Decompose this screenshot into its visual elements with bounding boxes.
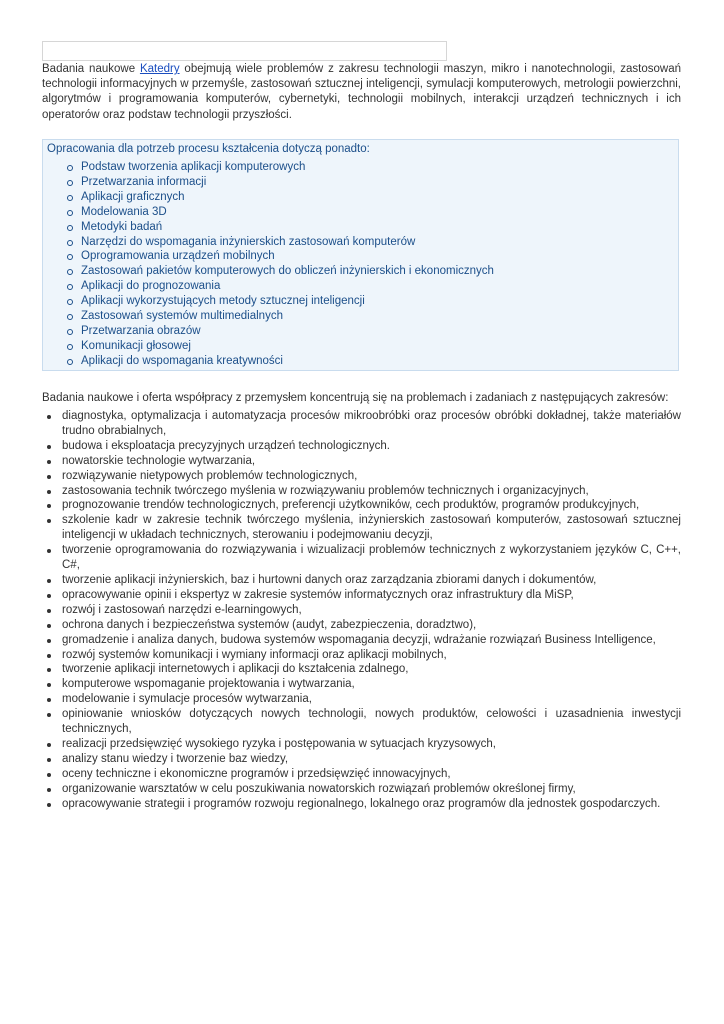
list-item [62,513,681,543]
circle-bullet-icon [67,269,73,275]
bullet-icon [47,654,51,658]
list-item [81,190,678,205]
circle-bullet-icon [67,240,73,246]
list-item-text: tworzenie aplikacji internetowych i aplikacji do kształcenia zdalnego, [62,663,409,676]
list-item-text: Podstaw tworzenia aplikacji komputerowych [81,161,306,173]
bullet-icon [47,803,51,807]
list-item [81,354,678,369]
list-item [62,454,681,469]
bullet-icon [47,788,51,792]
list-item-text: Aplikacji do prognozowania [81,280,221,293]
circle-bullet-icon [67,314,73,320]
list-item [81,249,678,264]
list-item [62,618,681,633]
intro-paragraph [42,62,681,123]
list-item [62,677,681,692]
list-item-text: Przetwarzania informacji [81,175,207,188]
bullet-icon [47,698,51,702]
bullet-icon [47,773,51,777]
list-item [62,573,681,588]
circle-bullet-icon [67,254,73,260]
list-item [81,264,678,279]
list-item-text: prognozowanie trendów technologicznych, preferencji użytkowników, cech produktów, programów produkcyjnych, [62,499,640,512]
list-item-text: realizacji przedsięwzięć wysokiego ryzyka i postępowania w sytuacjach kryzysowych, [62,737,496,750]
bullet-icon [47,743,51,747]
list-item [62,633,681,648]
katedry-link[interactable]: Katedry [139,63,180,75]
list-item-text: ochrona danych i bezpieczeństwa systemów (audyt, zabezpieczenia, doradztwo), [62,618,477,631]
intro-text-end: obejmują wiele problemów z zakresu technologii maszyn, mikro i nanotechnologii, zastosowań technologii informacyjnych w przemyśle, zastosowań sztucznej inteligencji, symulacji komputerowych, metrologii powierzchni, algorytmów i programowania komputerów, cybernetyki, technologii mobilnych, interakcji urządzeń technicznych i ich operatorów oraz podstaw technologii przyszłości. [42,63,681,121]
list-item [62,752,681,767]
list-item [81,279,678,294]
list-item [81,205,678,220]
list-item-text: tworzenie oprogramowania do rozwiązywania i wizualizacji problemów technicznych z wykorzystaniem języków C, C++, C#, [62,544,681,572]
list-item [81,294,678,309]
list-item [62,737,681,752]
circle-bullet-icon [67,180,73,186]
list-item-text: opracowywanie opinii i ekspertyz w zakresie systemów informatycznych oraz infrastruktury dla MiSP, [62,588,574,601]
circle-bullet-icon [67,195,73,201]
bullet-icon [47,504,51,508]
list-item-text: diagnostyka, optymalizacja i automatyzacja procesów mikroobróbki oraz procesów obróbki dokładnej, także materiałów trudno obrabialnych, [62,410,681,437]
bullet-icon [47,519,51,523]
list-item [81,324,678,339]
list-item [62,648,681,663]
circle-bullet-icon [67,210,73,216]
bullet-icon [47,490,51,494]
list-item [62,543,681,573]
list-item [81,175,678,190]
studies-title: Opracowania dla potrzeb procesu kształcenia dotyczą ponadto: [47,143,370,155]
list-item [62,797,681,812]
list-item-text: Aplikacji do wspomagania kreatywności [81,354,283,367]
bullet-icon [47,579,51,583]
list-item-text: nowatorskie technologie wytwarzania, [62,454,256,467]
list-item-text: rozwój systemów komunikacji i wymiany informacji oraz aplikacji mobilnych, [62,648,447,661]
bullet-icon [47,460,51,464]
empty-input-box[interactable] [42,41,447,61]
list-item-text: szkolenie kadr w zakresie technik twórczego myślenia, inżynierskich zastosowań komputerów, zastosowań sztucznej inteligencji w układach technicznych, sterowaniu i podejmowaniu decyzji, [62,514,681,542]
list-item [62,469,681,484]
list-item-text: gromadzenie i analiza danych, budowa systemów wspomagania decyzji, wdrażanie rozwiązań Business Intelligence, [62,633,656,646]
bullet-icon [47,668,51,672]
list-item [62,707,681,737]
circle-bullet-icon [67,165,73,171]
list-item-text: budowa i eksploatacja precyzyjnych urządzeń technologicznych. [62,439,390,452]
list-item-text: rozwój i zastosowań narzędzi e-learningowych, [62,603,302,616]
circle-bullet-icon [67,359,73,365]
list-item-text: Aplikacji graficznych [81,190,185,203]
list-item [62,692,681,707]
list-item-text: Narzędzi do wspomagania inżynierskich zastosowań komputerów [81,235,416,248]
list-item [81,220,678,235]
circle-bullet-icon [67,299,73,305]
bullet-icon [47,549,51,553]
bullet-icon [47,624,51,628]
list-item [62,484,681,499]
circle-bullet-icon [67,329,73,335]
list-item-text: Komunikacji głosowej [81,339,191,352]
list-item-text: opiniowanie wniosków dotyczących nowych technologii, nowych produktów, celowości i uzasadnienia inwestycji technicznych, [62,708,681,736]
list-item-text: Metodyki badań [81,220,163,233]
circle-bullet-icon [67,284,73,290]
list-item [81,309,678,324]
list-item-text: zastosowania technik twórczego myślenia w rozwiązywaniu problemów technicznych i organizacyjnych, [62,484,589,497]
bullet-icon [47,475,51,479]
list-item-text: Przetwarzania obrazów [81,324,201,337]
list-item [62,439,681,454]
list-item [81,339,678,354]
list-item-text: rozwiązywanie nietypowych problemów technologicznych, [62,469,358,482]
list-item [62,603,681,618]
list-item-text: Oprogramowania urządzeń mobilnych [81,250,275,263]
bullet-icon [47,639,51,643]
list-item-text: Aplikacji wykorzystujących metody sztucznej inteligencji [81,295,365,308]
research-intro: Badania naukowe i oferta współpracy z przemysłem koncentrują się na problemach i zadaniach z następujących zakresów: [42,392,669,404]
bullet-icon [47,713,51,717]
list-item [62,662,681,677]
studies-list [43,160,678,369]
list-item-text: tworzenie aplikacji inżynierskich, baz i hurtowni danych oraz zarządzania zbiorami danych i dokumentów, [62,573,597,586]
list-item [62,767,681,782]
list-item [62,588,681,603]
list-item [81,160,678,175]
list-item [81,235,678,250]
list-item-text: organizowanie warsztatów w celu poszukiwania nowatorskich rozwiązań problemów określonej firmy, [62,782,576,795]
list-item [62,409,681,439]
circle-bullet-icon [67,225,73,231]
list-item-text: Zastosowań systemów multimedialnych [81,310,283,323]
list-item [62,498,681,513]
bullet-icon [47,415,51,419]
list-item-text: komputerowe wspomaganie projektowania i wytwarzania, [62,678,355,691]
list-item [62,782,681,797]
intro-text-start: Badania naukowe [42,63,140,75]
list-item-text: Modelowania 3D [81,205,167,218]
bullet-icon [47,609,51,613]
list-item-text: opracowywanie strategii i programów rozwoju regionalnego, lokalnego oraz programów dla jednostek gospodarczych. [62,797,661,810]
bullet-icon [47,594,51,598]
bullet-icon [47,758,51,762]
studies-box [42,139,679,371]
bullet-icon [47,445,51,449]
list-item-text: oceny techniczne i ekonomiczne programów i przedsięwzięć innowacyjnych, [62,767,451,780]
circle-bullet-icon [67,344,73,350]
research-list [62,409,681,811]
list-item-text: analizy stanu wiedzy i tworzenie baz wiedzy, [62,752,289,765]
list-item-text: modelowanie i symulacje procesów wytwarzania, [62,693,312,706]
bullet-icon [47,683,51,687]
list-item-text: Zastosowań pakietów komputerowych do obliczeń inżynierskich i ekonomicznych [81,265,494,278]
